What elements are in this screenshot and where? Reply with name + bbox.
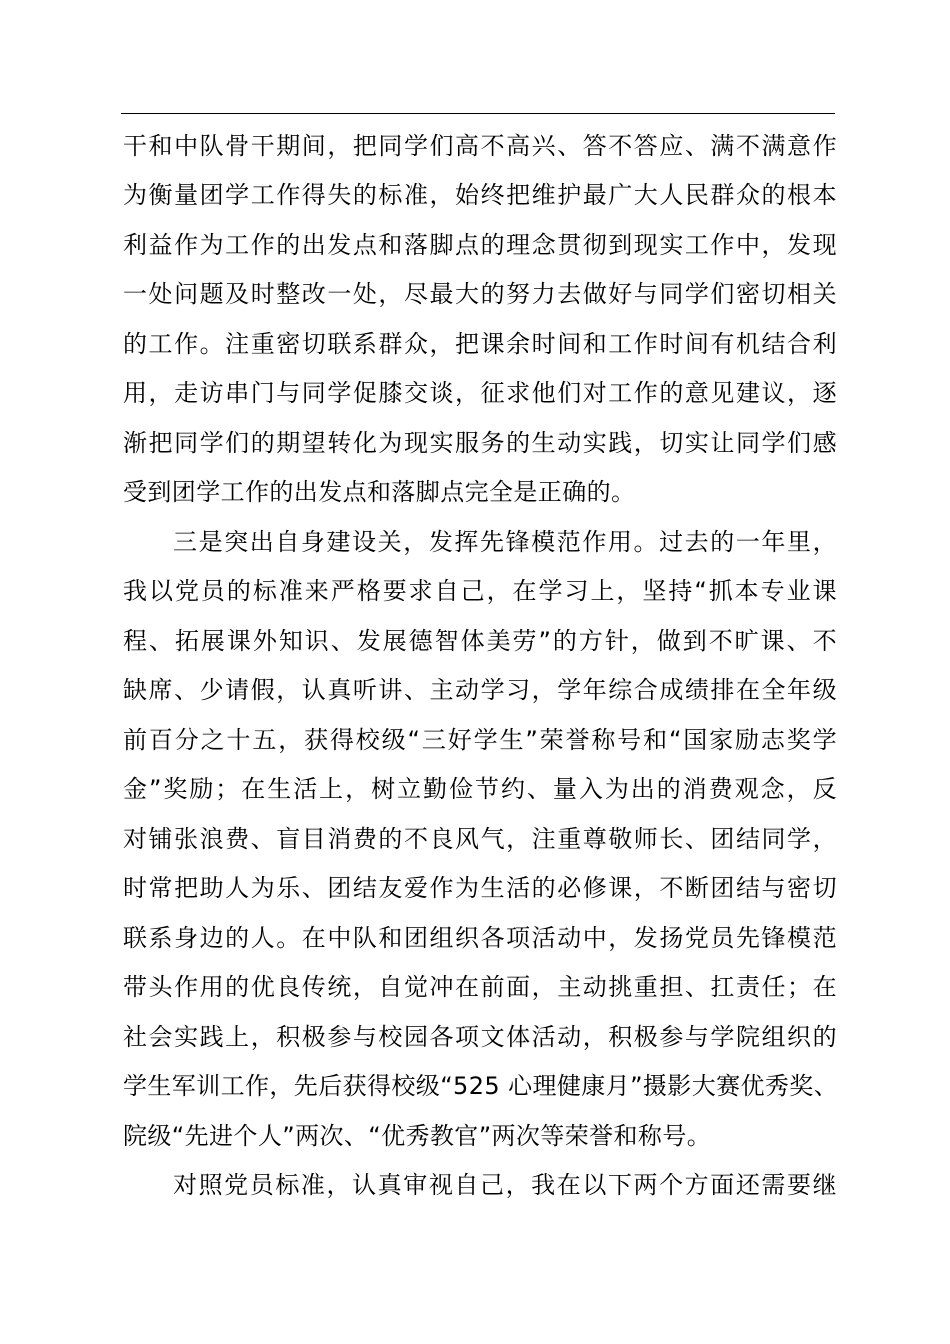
text-line: 程、拓展课外知识、发展德智体美劳”的方针，做到不旷课、不	[123, 627, 837, 655]
text-line: 一处问题及时整改一处，尽最大的努力去做好与同学们密切相关	[123, 280, 837, 308]
text-line: 院级“先进个人”两次、“优秀教官”两次等荣誉和称号。	[123, 1122, 712, 1150]
text-line: 受到团学工作的出发点和落脚点完全是正确的。	[123, 478, 636, 506]
text-line: 我以党员的标准来严格要求自己，在学习上，坚持“抓本专业课	[123, 577, 837, 605]
text-line: 金”奖励；在生活上，树立勤俭节约、量入为出的消费观念，反	[123, 775, 837, 803]
text-line: 对照党员标准，认真审视自己，我在以下两个方面还需要继	[173, 1171, 837, 1199]
text-line: 学生军训工作，先后获得校级“525 心理健康月”摄影大赛优秀奖、	[123, 1072, 839, 1100]
text-line: 前百分之十五，获得校级“三好学生”荣誉称号和“国家励志奖学	[123, 726, 837, 754]
text-line: 利益作为工作的出发点和落脚点的理念贯彻到现实工作中，发现	[123, 231, 837, 259]
text-line: 三是突出自身建设关，发挥先锋模范作用。过去的一年里，	[173, 528, 837, 556]
text-line: 渐把同学们的期望转化为现实服务的生动实践，切实让同学们感	[123, 429, 837, 457]
text-line: 用，走访串门与同学促膝交谈，征求他们对工作的意见建议，逐	[123, 379, 837, 407]
text-line: 时常把助人为乐、团结友爱作为生活的必修课，不断团结与密切	[123, 874, 837, 902]
text-line: 带头作用的优良传统，自觉冲在前面，主动挑重担、扛责任；在	[123, 973, 837, 1001]
text-line: 对铺张浪费、盲目消费的不良风气，注重尊敬师长、团结同学，	[123, 825, 837, 853]
text-line: 联系身边的人。在中队和团组织各项活动中，发扬党员先锋模范	[123, 924, 837, 952]
text-line: 社会实践上，积极参与校园各项文体活动，积极参与学院组织的	[123, 1023, 837, 1051]
text-line: 缺席、少请假，认真听讲、主动学习，学年综合成绩排在全年级	[123, 676, 837, 704]
text-line: 的工作。注重密切联系群众，把课余时间和工作时间有机结合利	[123, 330, 837, 358]
text-line: 干和中队骨干期间，把同学们高不高兴、答不答应、满不满意作	[123, 132, 837, 160]
text-line: 为衡量团学工作得失的标准，始终把维护最广大人民群众的根本	[123, 181, 837, 209]
header-rule	[121, 113, 835, 114]
